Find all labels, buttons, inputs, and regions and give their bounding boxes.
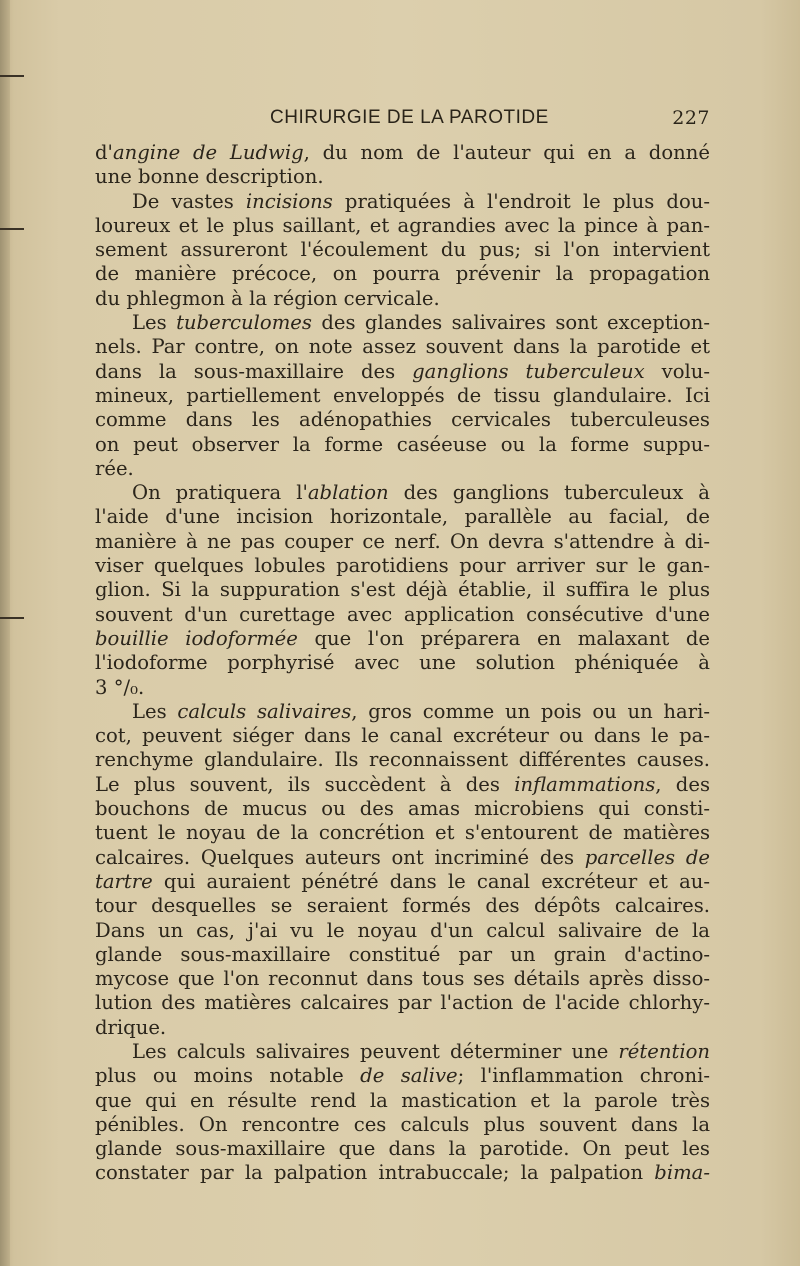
italic-run: calculs salivaires <box>177 699 352 723</box>
text-run: sement assureront l'écoulement du pus; si l'on intervient <box>95 238 710 262</box>
text-line <box>95 311 710 335</box>
italic-run: bima- <box>654 1161 710 1185</box>
text-run: du phlegmon à la région cervicale. <box>95 286 440 310</box>
text-run: Les <box>132 311 177 335</box>
italic-run: incisions <box>245 189 333 213</box>
text-run: on peut observer la forme caséeuse ou la forme suppu- <box>95 432 710 456</box>
text-run: De vastes <box>132 189 246 213</box>
text-line <box>95 797 710 821</box>
text-run: l'iodoforme porphyrisé avec une solution phéniquée à <box>95 651 710 675</box>
text-run: , gros comme un pois ou un hari- <box>351 699 710 723</box>
text-line <box>95 991 710 1015</box>
text-run: de manière précoce, on pourra prévenir la propagation <box>95 262 710 286</box>
text-run: loureux et le plus saillant, et agrandies avec la pince à pan- <box>95 213 710 237</box>
text-line <box>95 190 710 214</box>
text-line <box>95 748 710 772</box>
text-line <box>95 481 710 505</box>
text-run: On pratiquera l' <box>132 481 308 505</box>
text-run: calcaires. Quelques auteurs ont incriminé des <box>95 845 585 869</box>
text-run: Le plus souvent, ils succèdent à des <box>95 772 515 796</box>
text-run: une bonne description. <box>95 165 324 189</box>
text-run: cot, peuvent siéger dans le canal excréteur ou dans le pa- <box>95 724 710 748</box>
text-line <box>95 457 710 481</box>
text-line <box>95 287 710 311</box>
italic-run: tartre <box>95 869 153 893</box>
text-run: pénibles. On rencontre ces calculs plus souvent dans la <box>95 1112 710 1136</box>
italic-run: de salive <box>360 1064 458 1088</box>
text-run: manière à ne pas couper ce nerf. On devra s'attendre à di- <box>95 529 710 553</box>
text-run: glion. Si la suppuration s'est déjà établie, il suffira le plus <box>95 578 710 602</box>
page-number: 227 <box>672 107 710 129</box>
page-binding-edge <box>0 0 10 1266</box>
text-run: lution des matières calcaires par l'action de l'acide chlorhy- <box>95 991 710 1015</box>
text-run: que qui en résulte rend la mastication et la parole très <box>95 1088 710 1112</box>
text-run: constater par la palpation intrabuccale; la palpation <box>95 1161 655 1185</box>
text-run: volu- <box>644 359 710 383</box>
text-line <box>95 1113 710 1137</box>
text-run: drique. <box>95 1015 167 1039</box>
text-line <box>95 433 710 457</box>
italic-run: parcelles de <box>584 845 710 869</box>
italic-run: rétention <box>618 1039 710 1063</box>
text-line <box>95 408 710 432</box>
running-head <box>95 101 710 135</box>
text-line <box>95 141 710 165</box>
text-line <box>95 578 710 602</box>
text-line <box>95 505 710 529</box>
text-run: glande sous-maxillaire constitué par un grain d'actino- <box>95 942 710 966</box>
text-line <box>95 651 710 675</box>
text-line <box>95 360 710 384</box>
text-line <box>95 165 710 189</box>
text-run: bouchons de mucus ou des amas microbiens qui consti- <box>95 797 710 821</box>
edge-mark <box>0 617 24 619</box>
text-run: d' <box>95 141 113 164</box>
text-run: renchyme glandulaire. Ils reconnaissent différentes causes. <box>95 748 710 772</box>
text-run: ; l'inflammation chroni- <box>457 1064 710 1088</box>
text-line <box>95 1040 710 1064</box>
text-run: 3 °/₀. <box>95 675 145 699</box>
text-run: , des <box>655 772 710 796</box>
text-run: tour desquelles se seraient formés des dépôts calcaires. <box>95 894 710 918</box>
text-run: comme dans les adénopathies cervicales tuberculeuses <box>95 408 710 432</box>
text-line <box>95 846 710 870</box>
text-run: que l'on préparera en malaxant de <box>297 626 710 650</box>
text-run: pratiquées à l'endroit le plus dou- <box>332 189 710 213</box>
text-line <box>95 870 710 894</box>
body-text <box>95 141 710 1186</box>
text-line <box>95 627 710 651</box>
text-line <box>95 603 710 627</box>
text-line <box>95 238 710 262</box>
text-run: mineux, partiellement enveloppés de tissu glandulaire. Ici <box>95 383 710 407</box>
text-line <box>95 554 710 578</box>
running-head-title: CHIRURGIE DE LA PAROTIDE <box>270 107 549 128</box>
text-run: rée. <box>95 456 134 480</box>
text-run: plus ou moins notable <box>95 1064 361 1088</box>
text-line <box>95 894 710 918</box>
text-run: viser quelques lobules parotidiens pour arriver sur le gan- <box>95 554 710 578</box>
text-run: mycose que l'on reconnut dans tous ses détails après disso- <box>95 967 710 991</box>
text-line <box>95 214 710 238</box>
text-line <box>95 262 710 286</box>
text-line <box>95 700 710 724</box>
text-run: glande sous-maxillaire que dans la parotide. On peut les <box>95 1137 710 1161</box>
text-run: Les calculs salivaires peuvent déterminer une <box>132 1039 619 1063</box>
text-line <box>95 335 710 359</box>
text-line <box>95 1089 710 1113</box>
text-line <box>95 384 710 408</box>
text-line <box>95 919 710 943</box>
edge-mark <box>0 228 24 230</box>
text-line <box>95 773 710 797</box>
text-run: des ganglions tuberculeux à <box>388 481 710 505</box>
text-run: tuent le noyau de la concrétion et s'entourent de matières <box>95 821 710 845</box>
text-line <box>95 1064 710 1088</box>
text-line <box>95 724 710 748</box>
italic-run: ablation <box>307 481 389 505</box>
text-line <box>95 1161 710 1185</box>
text-run: Dans un cas, j'ai vu le noyau d'un calcul salivaire de la <box>95 918 710 942</box>
italic-run: ganglions tuberculeux <box>412 359 645 383</box>
italic-run: inflammations <box>514 772 656 796</box>
italic-run: angine de Ludwig <box>112 141 304 164</box>
text-run: souvent d'un curettage avec application consécutive d'une <box>95 602 710 626</box>
text-run: l'aide d'une incision horizontale, parallèle au facial, de <box>95 505 710 529</box>
edge-mark <box>0 75 24 77</box>
text-line <box>95 821 710 845</box>
italic-run: bouillie iodoformée <box>95 626 298 650</box>
text-run: Les <box>132 699 178 723</box>
text-line <box>95 676 710 700</box>
text-line <box>95 967 710 991</box>
text-run: , du nom de l'auteur qui en a donné <box>303 141 710 164</box>
text-line <box>95 530 710 554</box>
text-line <box>95 943 710 967</box>
text-run: des glandes salivaires sont exception- <box>311 311 710 335</box>
text-run: qui auraient pénétré dans le canal excréteur et au- <box>152 869 710 893</box>
italic-run: tuberculomes <box>176 311 312 335</box>
text-run: dans la sous-maxillaire des <box>95 359 413 383</box>
text-line <box>95 1016 710 1040</box>
text-run: nels. Par contre, on note assez souvent dans la parotide et <box>95 335 710 359</box>
text-line <box>95 1137 710 1161</box>
